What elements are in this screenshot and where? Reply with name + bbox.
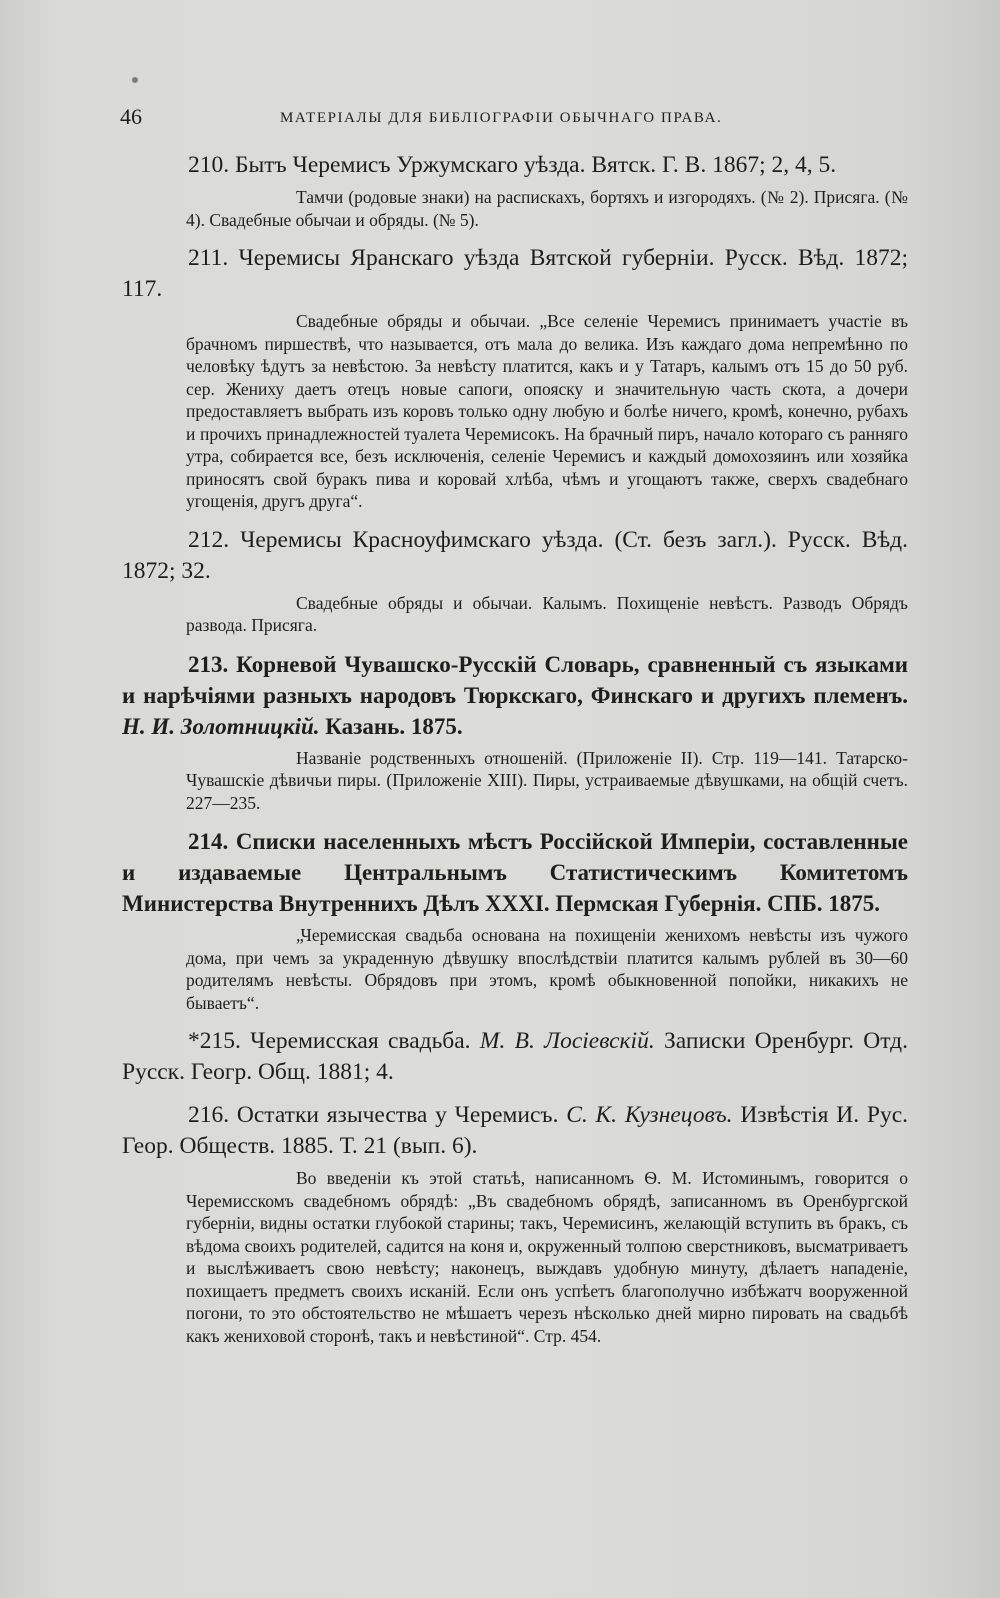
ink-spot	[132, 77, 138, 83]
entry-imprint: Извѣстія И. Рус. Геор. Обществ. 1885. Т. 21 (вып. 6).	[122, 1102, 909, 1159]
page-number: 46	[120, 104, 142, 129]
entry-210	[122, 150, 908, 231]
entry-imprint: Записки Оренбург. Отд. Русск. Геогр. Общ. 1881; 4.	[122, 1028, 909, 1085]
bibliography-body	[122, 150, 908, 1359]
entry-title: 214. Списки населенныхъ мѣстъ Россійской Имперіи, составленные и издаваемые Центральнымъ Статистическимъ Комитетомъ Министерства Внутреннихъ Дѣлъ XXXI. Пермская Губернія. СПБ. 1875.	[122, 829, 908, 916]
entry-216	[122, 1100, 908, 1347]
entry-title	[122, 1100, 908, 1162]
entry-title-text: *215. Черемисская свадьба.	[188, 1028, 471, 1054]
entry-annotation: Свадебные обряды и обычаи. „Все селеніе Черемисъ принимаетъ участіе въ брачномъ пиршествѣ, что называется, отъ мала до велика. Изъ каждаго дома непремѣнно по человѣку ѣдутъ за невѣстою. За невѣсту платится, какъ и у Татаръ, калымъ отъ 15 до 50 руб. сер. Жениху даетъ отецъ новые сапоги, опояску и значительную часть скота, а дочери предоставляетъ выбрать изъ коровъ только одну любую и болѣе ничего, кромѣ, конечно, рубахъ и прочихъ принадлежностей туалета Черемисокъ. На брачный пиръ, начало котораго съ ранняго утра, собирается все, безъ исключенія, селеніе Черемисъ и каждый домохозяинъ или хозяйка приносятъ свой буракъ пива и коровай хлѣба, чѣмъ и угощаютъ также, сверхъ свадебнаго угощенія, другъ друга“.	[186, 311, 908, 511]
entry-211	[122, 243, 908, 513]
entry-annotation: „Черемисская свадьба основана на похищеніи женихомъ невѣсты изъ чужого дома, при чемъ за украденную дѣвушку впослѣдствіи платится калымъ рублей въ 30—60 родителямъ невѣсты. Обрядовъ при этомъ, кромѣ обыкновенной попойки, никакихъ не бываетъ“.	[186, 925, 908, 1013]
entry-author: С. К. Кузнецовъ.	[566, 1102, 733, 1128]
entry-annotation: Тамчи (родовые знаки) на распискахъ, бортяхъ и изгородяхъ. (№ 2). Присяга. (№ 4). Свадебные обычаи и обряды. (№ 5).	[186, 187, 908, 230]
entry-title	[122, 1026, 908, 1088]
entry-title-text: 216. Остатки язычества у Черемисъ.	[188, 1102, 559, 1128]
entry-title	[122, 649, 908, 742]
running-head	[120, 104, 910, 134]
entry-214	[122, 826, 908, 1014]
entry-212	[122, 525, 908, 637]
running-title: МАТЕРІАЛЫ ДЛЯ БИБЛІОГРАФІИ ОБЫЧНАГО ПРАВА.	[280, 110, 723, 126]
entry-annotation: Свадебные обряды и обычаи. Калымъ. Похищеніе невѣстъ. Разводъ Обрядъ развода. Присяга.	[186, 592, 908, 635]
entry-title: 210. Бытъ Черемисъ Уржумскаго уѣзда. Вятск. Г. В. 1867; 2, 4, 5.	[188, 152, 837, 178]
entry-imprint: Казань. 1875.	[325, 713, 463, 739]
entry-215	[122, 1026, 908, 1088]
entry-author: Н. И. Золотницкій.	[122, 713, 320, 739]
entry-annotation: Во введеніи къ этой статьѣ, написанномъ Ѳ. М. Истоминымъ, говорится о Черемисскомъ свадебномъ обрядѣ: „Въ свадебномъ обрядѣ, записанномъ въ Оренбургской губерніи, видны остатки глубокой старины; такъ, Черемисинъ, желающій вступить въ бракъ, съ вѣдома своихъ родителей, садится на коня и, окруженный толпою сверстниковъ, высматриваетъ и выслѣживаетъ свою невѣсту; наконецъ, выждавъ удобную минуту, дѣлаетъ нападеніе, похищаетъ предметъ своихъ исканій. Если онъ успѣетъ благополучно избѣжатч вооруженной погони, то это обстоятельство не мѣшаетъ черезъ нѣсколько дней мирно пировать на свадьбѣ какъ жениховой сторонѣ, такъ и невѣстиной“. Стр. 454.	[186, 1168, 908, 1346]
entry-title: 212. Черемисы Красноуфимскаго уѣзда. (Ст. безъ загл.). Русск. Вѣд. 1872; 32.	[122, 526, 908, 584]
entry-author: М. В. Лосіевскій.	[479, 1028, 655, 1054]
entry-213	[122, 649, 908, 815]
entry-annotation: Названіе родственныхъ отношеній. (Приложеніе II). Стр. 119—141. Татарско-Чувашскіе дѣвичьи пиры. (Приложеніе XIII). Пиры, устраиваемые дѣвушками, на общій счетъ. 227—235.	[186, 747, 908, 813]
entry-title-text: 213. Корневой Чувашско-Русскій Словарь, сравненный съ языками и нарѣчіями разныхъ народовъ Тюркскаго, Финскаго и другихъ племенъ.	[122, 651, 908, 708]
entry-title: 211. Черемисы Яранскаго уѣзда Вятской губерніи. Русск. Вѣд. 1872; 117.	[122, 245, 908, 302]
